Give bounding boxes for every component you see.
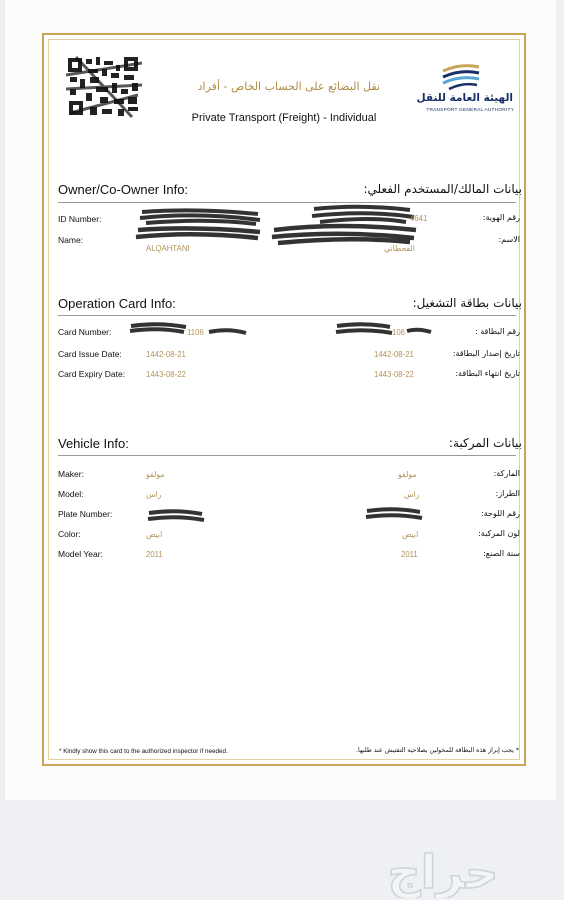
card-number-value-arabic-tail: 106 <box>392 328 406 337</box>
owner-divider <box>58 202 516 203</box>
redacted-card-number <box>128 320 188 336</box>
color-label: Color: <box>58 529 81 539</box>
vehicle-heading-arabic: بيانات المركبة: <box>448 436 522 450</box>
card-expiry-date-value-arabic: 1443-08-22 <box>374 370 414 379</box>
card-frame-inner-border <box>48 39 520 760</box>
color-value: ابيض <box>146 530 163 539</box>
name-value: ALQAHTANI <box>146 244 190 253</box>
color-value-arabic: ابيض <box>402 530 419 539</box>
model-value: راس <box>146 490 162 499</box>
maker-label: Maker: <box>58 469 84 479</box>
authority-name-english: TRANSPORT GENERAL AUTHORITY <box>426 108 514 113</box>
owner-heading: Owner/Co-Owner Info: <box>58 182 189 197</box>
card-expiry-date-label: Card Expiry Date: <box>58 369 126 379</box>
maker-value: مولفو <box>146 470 165 479</box>
model-label-arabic: الطراز: <box>495 489 520 498</box>
card-expiry-date-label-arabic: تاريخ انتهاء البطاقة: <box>455 369 520 378</box>
name-label: Name: <box>58 235 84 245</box>
redacted-card-number-arabic <box>334 320 394 338</box>
vehicle-heading: Vehicle Info: <box>58 436 129 451</box>
maker-value-arabic: مولفو <box>398 470 417 479</box>
operation-card-heading: Operation Card Info: <box>58 296 176 311</box>
redacted-card-number-suffix <box>206 324 250 340</box>
name-label-arabic: الاسم: <box>498 235 520 244</box>
model-value-arabic: راس <box>404 490 420 499</box>
redacted-plate-number <box>146 507 206 525</box>
card-issue-date-label-arabic: تاريخ إصدار البطاقة: <box>452 349 520 358</box>
model-year-label-arabic: سنة الصنع: <box>483 549 520 558</box>
color-label-arabic: لون المركبة: <box>478 529 520 538</box>
authority-name-arabic: الهيئة العامة للنقل <box>416 92 513 104</box>
id-number-label-arabic: رقم الهوية: <box>482 213 520 222</box>
inspection-note: * Kindly show this card to the authorized inspector if needed. <box>59 748 228 755</box>
model-year-value: 2011 <box>146 550 163 559</box>
card-frame <box>42 33 526 766</box>
qr-code <box>66 55 142 119</box>
operation-card-heading-arabic: بيانات بطاقة التشغيل: <box>412 296 522 310</box>
card-issue-date-label: Card Issue Date: <box>58 349 122 359</box>
vehicle-divider <box>58 455 516 456</box>
maker-label-arabic: الماركة: <box>493 469 520 478</box>
id-number-label: ID Number: <box>58 214 102 224</box>
card-expiry-date-value: 1443-08-22 <box>146 370 186 379</box>
card-number-value-tail: 1106 <box>187 328 204 337</box>
redacted-id-number <box>138 206 263 226</box>
card-issue-date-value-arabic: 1442-08-21 <box>374 350 414 359</box>
redacted-name <box>134 224 264 244</box>
redacted-card-number-arabic-suffix <box>404 324 434 338</box>
card-number-label: Card Number: <box>58 327 112 337</box>
id-number-value-tail: 4641 <box>410 214 428 223</box>
document-title-arabic: نقل البضائع على الحساب الخاص - أفراد <box>197 80 380 93</box>
plate-number-label: Plate Number: <box>58 509 113 519</box>
card-issue-date-value: 1442-08-21 <box>146 350 186 359</box>
authority-logo-icon <box>439 63 483 91</box>
haraj-watermark-text: حراج <box>387 846 499 898</box>
plate-number-label-arabic: رقم اللوحة: <box>481 509 520 518</box>
name-value-arabic: القحطاني <box>384 244 415 253</box>
operation-card-divider <box>58 315 516 316</box>
document-title-english: Private Transport (Freight) - Individual <box>191 112 377 124</box>
haraj-watermark-logo <box>328 846 558 898</box>
card-number-label-arabic: رقم البطاقة : <box>475 327 520 336</box>
owner-heading-arabic: بيانات المالك/المستخدم الفعلي: <box>363 182 522 196</box>
model-year-value-arabic: 2011 <box>401 550 418 559</box>
model-year-label: Model Year: <box>58 549 103 559</box>
model-label: Model: <box>58 489 84 499</box>
inspection-note-arabic: * يجب إبراز هذه البطاقة للمخولين بصلاحية التفتيش عند طلبها. <box>356 747 519 754</box>
